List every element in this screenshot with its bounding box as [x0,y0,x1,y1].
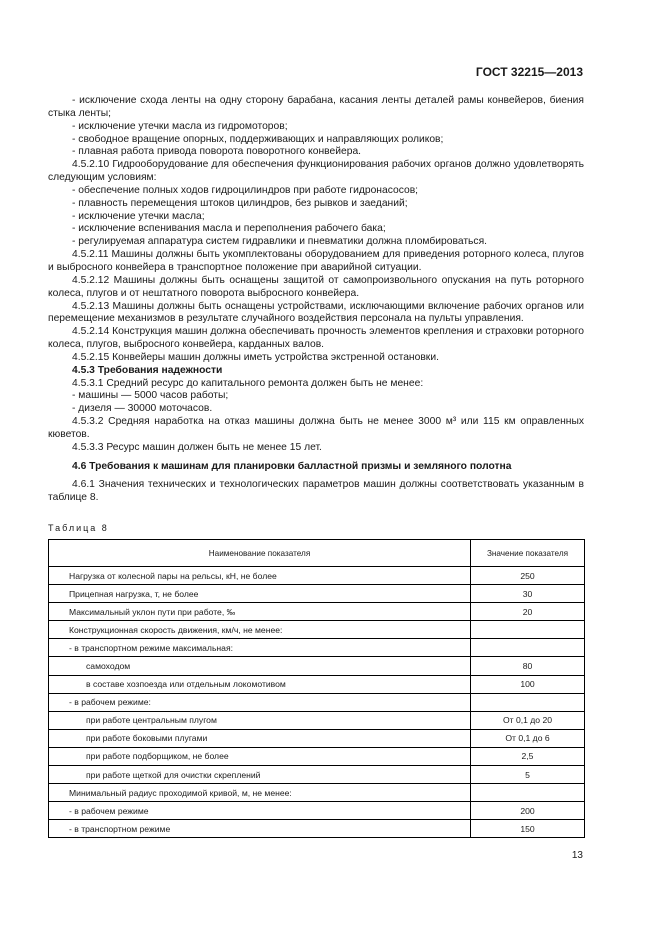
paragraph: - исключение вспенивания масла и переполнения рабочего бака; [72,223,386,235]
row-value: От 0,1 до 20 [471,711,585,729]
paragraph: 4.5.2.15 Конвейеры машин должны иметь устройства экстренной остановки. [72,351,439,363]
row-value: 250 [471,567,585,585]
row-name: - в рабочем режиме [49,802,471,820]
row-value: 20 [471,603,585,621]
table-row [49,621,585,639]
row-name: Максимальный уклон пути при работе, ‰ [49,603,471,621]
row-value: 150 [471,820,585,838]
table-row [49,784,585,802]
paragraph: - исключение утечки масла из гидромоторов; [72,120,288,132]
document-header: ГОСТ 32215—2013 [475,65,583,79]
paragraph: - дизеля — 30000 моточасов. [72,403,213,415]
table-row [49,639,585,657]
body-text [48,95,584,505]
paragraph: 4.5.2.10 Гидрооборудование для обеспечения функционирования рабочих органов должно удовлетворять следующим условиям: [48,159,584,184]
paragraph: - исключение схода ленты на одну сторону барабана, касания ленты деталей рамы конвейеров, биения стыка ленты; [48,95,584,119]
row-value: 30 [471,585,585,603]
paragraph: - плавность перемещения штоков цилиндров, без рывков и заеданий; [72,197,408,209]
row-name: при работе боковыми плугами [49,729,471,747]
row-value: От 0,1 до 6 [471,729,585,747]
paragraph: 4.5.3.1 Средний ресурс до капитального ремонта должен быть не менее: [72,377,424,389]
table-row [49,802,585,820]
paragraph: - машины — 5000 часов работы; [72,390,229,402]
row-value [471,693,585,711]
row-name: при работе щеткой для очистки скреплений [49,766,471,784]
table-row [49,657,585,675]
row-name: в составе хозпоезда или отдельным локомотивом [49,675,471,693]
row-name: самоходом [49,657,471,675]
row-name: при работе центральным плугом [49,711,471,729]
row-value: 2,5 [471,747,585,765]
column-header-name: Наименование показателя [49,540,471,567]
paragraph: - обеспечение полных ходов гидроцилиндров при работе гидронасосов; [72,184,419,196]
table-header-row [49,540,585,567]
column-header-value: Значение показателя [471,540,585,567]
row-name: Конструкционная скорость движения, км/ч, не менее: [49,621,471,639]
table-caption: Таблица 8 [48,523,109,533]
section-heading: 4.5.3 Требования надежности [72,364,223,376]
row-name: - в транспортном режиме [49,820,471,838]
row-value: 80 [471,657,585,675]
page-number: 13 [571,850,583,861]
paragraph: - свободное вращение опорных, поддерживающих и направляющих роликов; [72,133,444,145]
paragraph: 4.5.2.11 Машины должны быть укомплектованы оборудованием для приведения роторного колеса, плугов и выбросного конвейера в транспортное положение при аварийной ситуации. [48,249,584,273]
row-value [471,784,585,802]
section-heading: 4.6 Требования к машинам для планировки балластной призмы и земляного полотна [72,460,512,472]
table-row [49,603,585,621]
row-value: 100 [471,675,585,693]
row-value [471,639,585,657]
table-row [49,693,585,711]
parameters-table [48,539,585,838]
paragraph: 4.5.3.2 Средняя наработка на отказ машины должна быть не менее 3000 м³ или 115 км оправленных кюветов. [48,416,584,440]
table-row [49,675,585,693]
table-row [49,711,585,729]
row-name: при работе подборщиком, не более [49,747,471,765]
table-row [49,820,585,838]
row-value: 5 [471,766,585,784]
paragraph: - регулируемая аппаратура систем гидравлики и пневматики должна пломбироваться. [72,236,488,248]
paragraph: 4.6.1 Значения технических и технологических параметров машин должны соответствовать указанным в таблице 8. [48,479,584,504]
table-row [49,766,585,784]
paragraph: 4.5.2.12 Машины должны быть оснащены защитой от самопроизвольного опускания на путь роторного колеса, плугов и от нештатного поворота выбросного конвейера. [48,274,584,299]
table-row [49,747,585,765]
row-name: - в рабочем режиме: [49,693,471,711]
row-name: Нагрузка от колесной пары на рельсы, кН, не более [49,567,471,585]
row-name: Прицепная нагрузка, т, не более [49,585,471,603]
paragraph: 4.5.2.14 Конструкция машин должна обеспечивать прочность элементов крепления и страховки роторного колеса, плугов, выбросного конвейера, карданных валов. [48,326,584,351]
paragraph: 4.5.3.3 Ресурс машин должен быть не менее 15 лет. [72,441,322,453]
paragraph: 4.5.2.13 Машины должны быть оснащены устройствами, исключающими включение рабочих органов или перемещение механизмов в результате случайного воздействия персонала на пульты управления. [48,300,584,325]
row-value: 200 [471,802,585,820]
paragraph: - исключение утечки масла; [72,210,205,222]
row-name: Минимальный радиус проходимой кривой, м, не менее: [49,784,471,802]
paragraph: - плавная работа привода поворота поворотного конвейера. [72,146,362,158]
row-name: - в транспортном режиме максимальная: [49,639,471,657]
table-row [49,585,585,603]
row-value [471,621,585,639]
table-row [49,729,585,747]
table-row [49,567,585,585]
